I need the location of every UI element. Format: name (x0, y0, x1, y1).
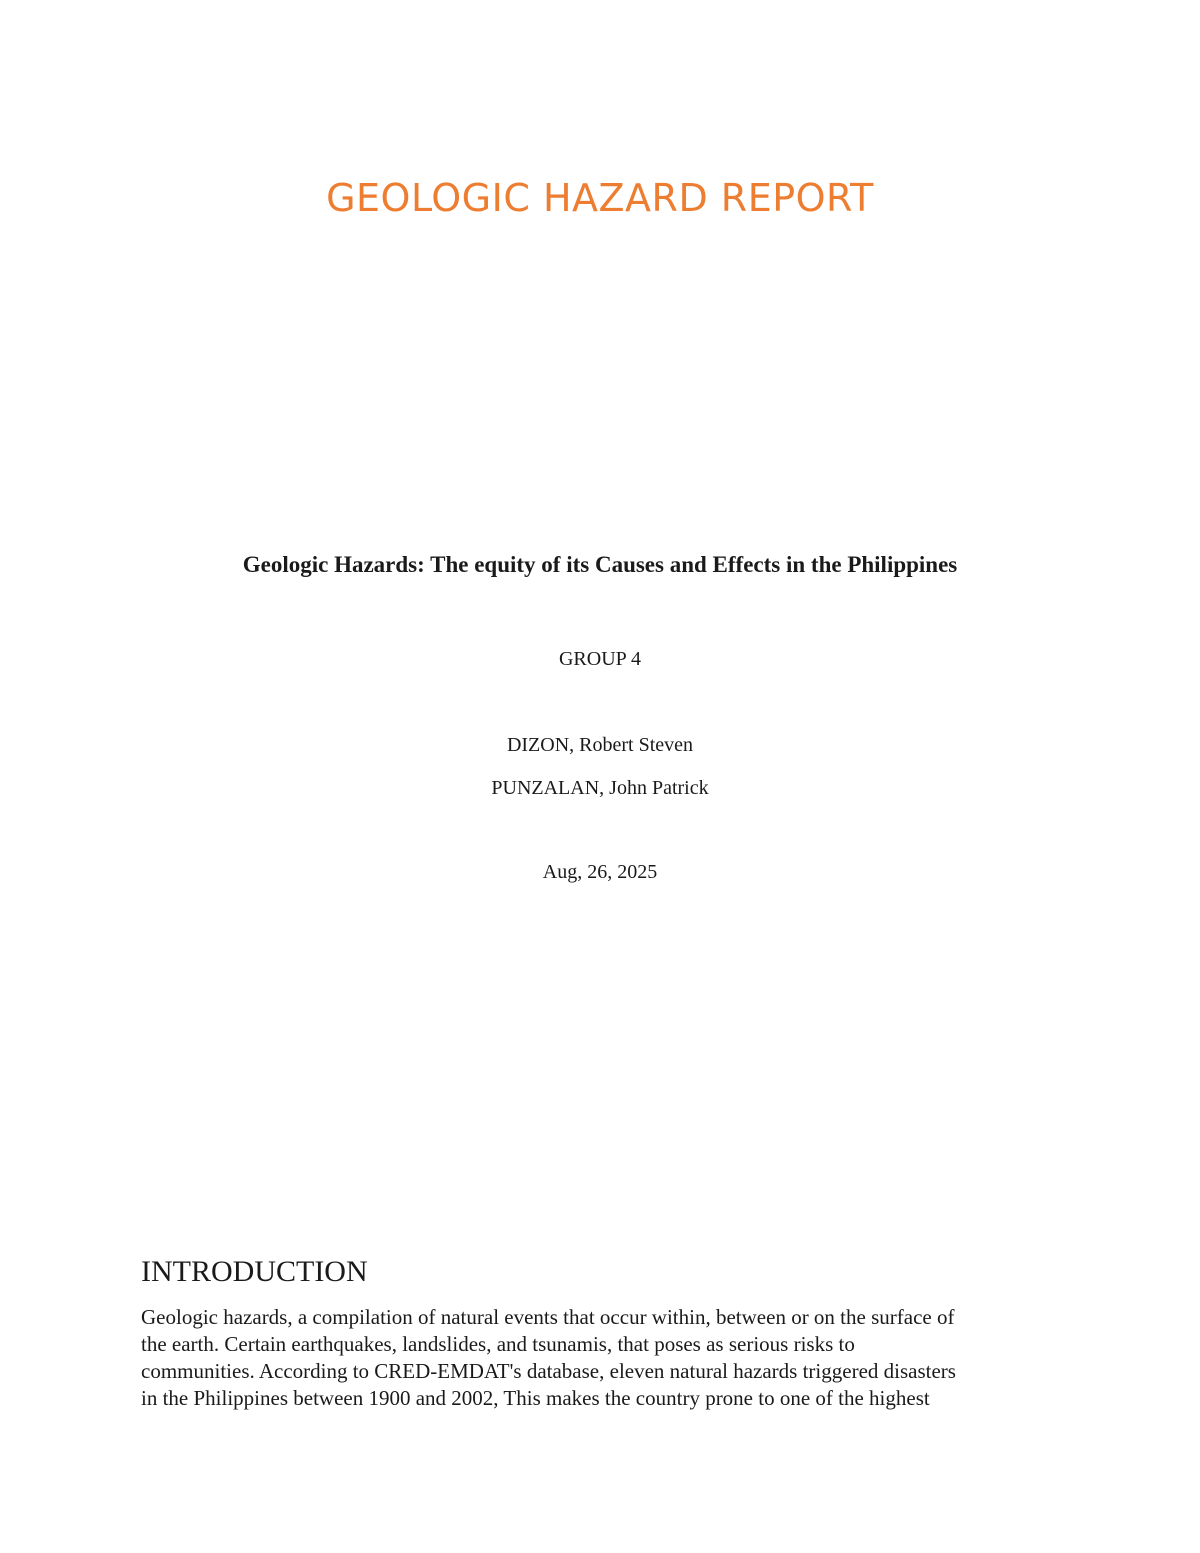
introduction-heading: INTRODUCTION (141, 1255, 368, 1288)
report-title: GEOLOGIC HAZARD REPORT (326, 176, 874, 220)
group-label: GROUP 4 (558, 648, 642, 670)
paragraph-line: Geologic hazards, a compilation of natural events that occur within, between or on the surface of (141, 1305, 955, 1329)
paragraph-line: communities. According to CRED-EMDAT's database, eleven natural hazards triggered disasters (141, 1359, 956, 1383)
paragraph-line: in the Philippines between 1900 and 2002, This makes the country prone to one of the highest (141, 1386, 930, 1410)
report-date: Aug, 26, 2025 (542, 861, 658, 883)
author-name: DIZON, Robert Steven (506, 734, 694, 756)
report-subtitle: Geologic Hazards: The equity of its Causes and Effects in the Philippines (242, 552, 958, 577)
paragraph-line: the earth. Certain earthquakes, landslides, and tsunamis, that poses as serious risks to (141, 1332, 855, 1356)
introduction-paragraph (141, 1304, 1071, 1412)
author-name: PUNZALAN, John Patrick (491, 777, 709, 799)
